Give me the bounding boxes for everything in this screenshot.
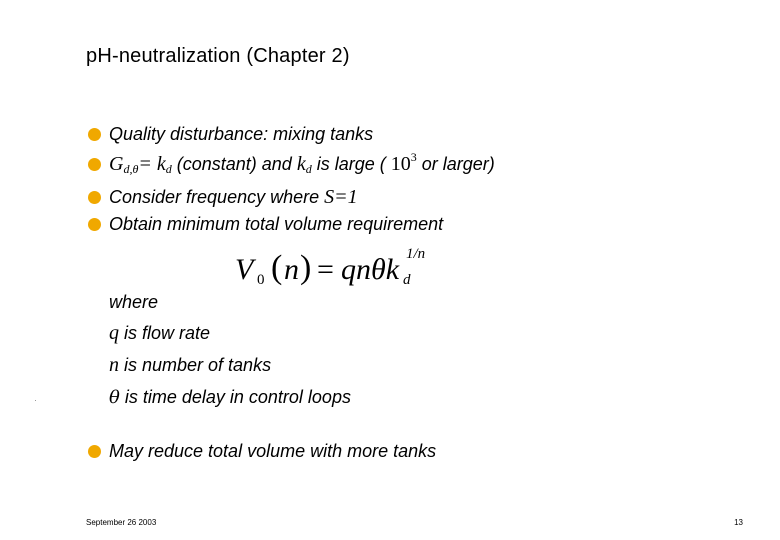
stray-mark [35,400,36,401]
math-s-equals-1: S=1 [324,185,358,208]
where-q-text: is flow rate [119,323,211,343]
bullet-gd-definition [88,149,495,176]
bullet-quality-disturbance [88,122,373,146]
bullet-dot-icon [88,445,101,458]
eq-rhs: qnθk [341,253,400,286]
symbol-n: n [109,354,119,376]
math-g: G [109,152,124,175]
eq-equals: = [317,253,334,286]
bullet-dot-icon [88,158,101,171]
bullet-dot-icon [88,191,101,204]
eq-open-paren: ( [271,249,283,286]
eq-close-paren: ) [300,249,312,286]
math-k-subscript: d [165,161,172,176]
bullet-text-larger: or larger) [416,153,495,174]
symbol-q: q [109,322,119,344]
bullet-text: Consider frequency where [109,186,325,207]
math-k2: k [296,152,306,175]
math-equals-k: = k [138,152,166,175]
eq-v: V [235,253,254,286]
bullet-text-large: is large ( [311,153,391,174]
where-q-line [109,322,210,345]
where-n-text: is number of tanks [119,355,272,375]
math-g-subscript: d,θ [123,161,139,176]
slide-title: pH-neutralization (Chapter 2) [86,45,350,67]
bullet-text-constant: (constant) and [171,153,297,174]
eq-n: n [284,253,299,286]
bullet-dot-icon [88,128,101,141]
bullet-text: Obtain minimum total volume requirement [109,213,444,234]
where-n-line [109,354,271,377]
eq-k-superscript: 1/n [406,246,426,262]
eq-k-subscript: d [403,272,411,288]
bullet-consider-frequency [88,185,358,209]
footer-date: September 26 2003 [86,518,157,527]
page-number: 13 [734,518,743,527]
math-ten: 10 [390,152,411,175]
where-theta-text: is time delay in control loops [119,387,351,407]
symbol-theta: θ [109,387,120,408]
math-exponent: 3 [410,149,417,164]
bullet-dot-icon [88,218,101,231]
bullet-reduce-volume [88,439,436,463]
bullet-text: Quality disturbance: mixing tanks [109,123,374,144]
math-k2-subscript: d [305,161,312,176]
bullet-text: May reduce total volume with more tanks [109,440,437,461]
where-label: where [109,292,159,312]
where-theta-line [109,387,351,408]
volume-equation [233,243,443,291]
bullet-minimum-volume [88,212,443,236]
eq-v-subscript: 0 [257,272,265,288]
